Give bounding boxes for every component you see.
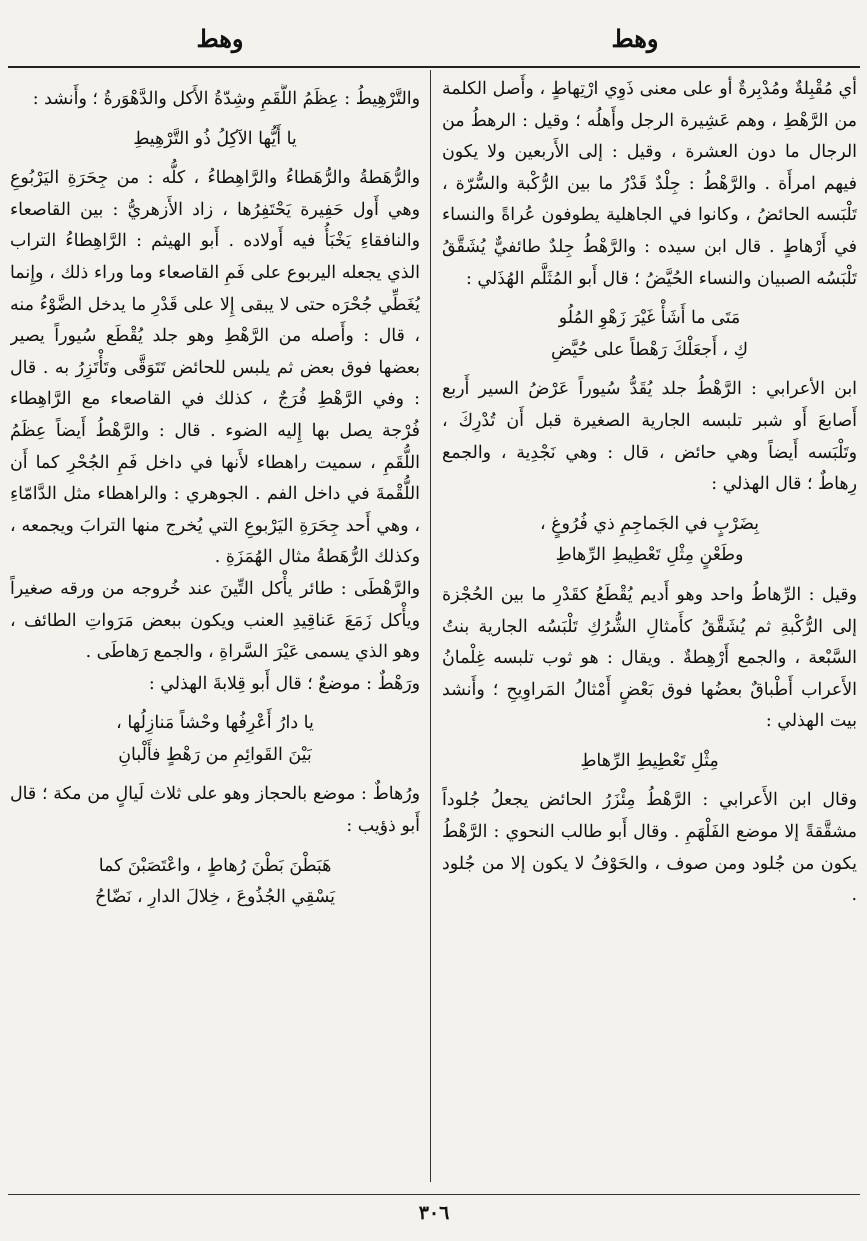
column-divider <box>430 70 431 1182</box>
headword-left: وهط <box>196 24 244 53</box>
paragraph: وقيل : الرِّهاطُ واحد وهو أَديم يُقْطَعُ كقَدْرِ ما بين الحُجْزة إلى الرُّكْبةِ ثم يُشَقَّقُ كأَمثالِ الشُّرُكِ تَلْبَسُه الجارية بنتُ السَّبْعة ، والجمع أَرْهِطةٌ . ويقال : هو ثوب تلبسه غِلْمانُ الأَعراب أَطْباقٌ بعضُها فوق بَعْضٍ أَمْثالُ المَراوِيحِ ؛ وأَنشد بيت الهذلي : <box>442 584 857 732</box>
verse-line: هَبَطْنَ بَطْنَ رُهاطٍ ، واعْتَصَبْنَ كما <box>98 855 332 876</box>
verse-line: يَسْقِي الجُذُوعَ ، خِلالَ الدارِ ، نَضّاحُ <box>95 887 335 908</box>
paragraph: ورَهْطٌ : موضعٌ ؛ قال أَبو قِلابةَ الهذلي : <box>148 673 420 694</box>
verse-line: بَيْنَ القَوائِمِ من رَهْطٍ فأَلْبانِ <box>118 744 312 765</box>
verse-line: كِ ، أَجعَلْكَ رَهْطاً على حُيَّضِ <box>550 339 749 360</box>
verse <box>442 746 857 778</box>
verse <box>10 851 420 914</box>
header-rule <box>8 66 860 68</box>
headword-right: وهط <box>611 24 659 53</box>
paragraph: والرَّهْطَى : طائر يأْكل التِّينَ عند خُروجه من ورقه صغيراً ويأْكل زَمَعَ عَناقِيدِ العنب ويكون ببعض مَرَواتِ الطائف ، وهو الذي يسمى عَيْرَ السَّراةِ ، والجمع رَهاطَى . <box>10 578 420 663</box>
verse-line: بِضَرْبٍ في الجَماجِمِ ذي فُرُوغٍ ، <box>539 513 760 534</box>
paragraph: والرُّهَطةُ والرُّهَطاءُ والرَّاهِطاءُ ، كلُّه : من جِحَرَةِ اليَرْبُوعِ وهي أَول حَفِيرة يَحْتَفِرُها ، زاد الأَزهريُّ : بين القاصعاء والنافقاءِ يَخْبَأُ فيه أَولاده . أَبو الهيثم : الرَّاهِطاءُ التراب الذي يجعله اليربوع على فَمِ القاصعاء وما وراء ذلك ، وإِنما يُغَطِّي جُحْرَه حتى لا يبقى إِلا على قَدْرِ ما يدخل الضَّوْءُ منه ، قال : وأَصله من الرَّهْطِ وهو جلد يُقْطَع سُيوراً يصير بعضها فوق بعض ثم يلبس للحائض تَتَوَقَّى وتَأْتَزِرُ به . قال : وفي الرَّهْطِ فُرَجٌ ، كذلك في القاصعاء مع الرَّاهِطاء فُرْجة يصل بها إِليه الضوء . قال : والرَّهْطُ أَيضاً عِظَمُ اللُّقَمِ ، سميت راهطاء لأَنها في داخل فَمِ الجُحْرِ كما أَن اللُّقْمةَ في داخل الفم . الجوهري : والراهطاء مثل الدَّامّاءِ ، وهي أَحد جِحَرَةِ اليَرْبوعِ التي يُخرج منها الترابَ ويجمعه ، وكذلك الرُّهَطةُ مثال الهُمَزَةِ . <box>10 168 420 568</box>
paragraph: ابن الأعرابي : الرَّهْطُ جلد يُقَدُّ سُيوراً عَرْضُ السير أَربع أَصابعَ أَو شبر تلبسه الجارية الصغيرة قبل أَن تُدْرِكَ ، وتَلْبَسه أَيضاً وهي حائض ، قال : وهي نَجْدِية ، والجمع رِهاطٌ ؛ قال الهذلي : <box>442 379 857 495</box>
verse-line: مَتَى ما أَشَأْ غَيْرَ زَهْوِ المُلُو <box>558 308 741 329</box>
verse-line: مِثْلِ تَعْطِيطِ الرِّهاطِ <box>580 750 719 771</box>
paragraph: أي مُقْبِلةٌ ومُدْبِرةٌ أو على معنى ذَوِي ارْتِهاطٍ ، وأَصل الكلمة من الرَّهْطِ ، وهم عَشِيرة الرجل وأَهلُه ؛ وقيل : الرهطُ من الرجال ما دون العشرة ، وقيل : إلى الأَربعين ولا يكون فيهم امرأَة . والرَّهْطُ : جِلْدٌ قَدْرُ ما بين الرُّكْبة والسُّرّة ، تَلْبَسه الحائضُ ، وكانوا في الجاهلية يطوفون عُراةً والنساء في أَرْهاطٍ . قال ابن سيده : والرَّهْطُ جِلدٌ طائفيٌّ يُشَقَّقُ تَلْبَسُه الصبيان والنساء الحُيَّضُ ؛ قال أَبو المُثَلَّم الهُذَلي : <box>442 79 857 289</box>
verse-line: يا أَيُّها الآكِلُ ذُو التَّرْهِيطِ <box>133 128 297 149</box>
paragraph: وقال ابن الأَعرابي : الرَّهْطُ مِئْزَرُ الحائض يجعلُ جُلوداً مشقَّقةً إلا موضع الفَلْهَمِ . وقال أَبو طالب النحوي : الرَّهْطُ يكون من جُلود ومن صوف ، والحَوْفُ لا يكون إلا من جُلود . <box>442 790 857 906</box>
verse <box>10 124 420 156</box>
verse <box>442 303 857 366</box>
verse <box>442 509 857 572</box>
right-column <box>442 74 857 1184</box>
left-column <box>10 84 420 1194</box>
paragraph: والتَّرْهِيطُ : عِظَمُ اللُّقَمِ وشِدّةُ الأَكل والدَّهْوَرةُ ؛ وأَنشد : <box>32 89 420 109</box>
verse-line: وطَعْنٍ مِثْلِ تَعْطِيطِ الرِّهاطِ <box>555 545 744 566</box>
verse-line: يا دارُ أَعْرِفُها وحْشاً مَنازِلُها ، <box>116 713 314 734</box>
paragraph: ورُهاطٌ : موضع بالحجاز وهو على ثلاث لَيالٍ من مكة ؛ قال أَبو ذؤيب : <box>10 784 420 837</box>
footer-rule <box>8 1194 860 1195</box>
verse <box>10 708 420 771</box>
page-number: ٣٠٦ <box>418 1202 450 1224</box>
